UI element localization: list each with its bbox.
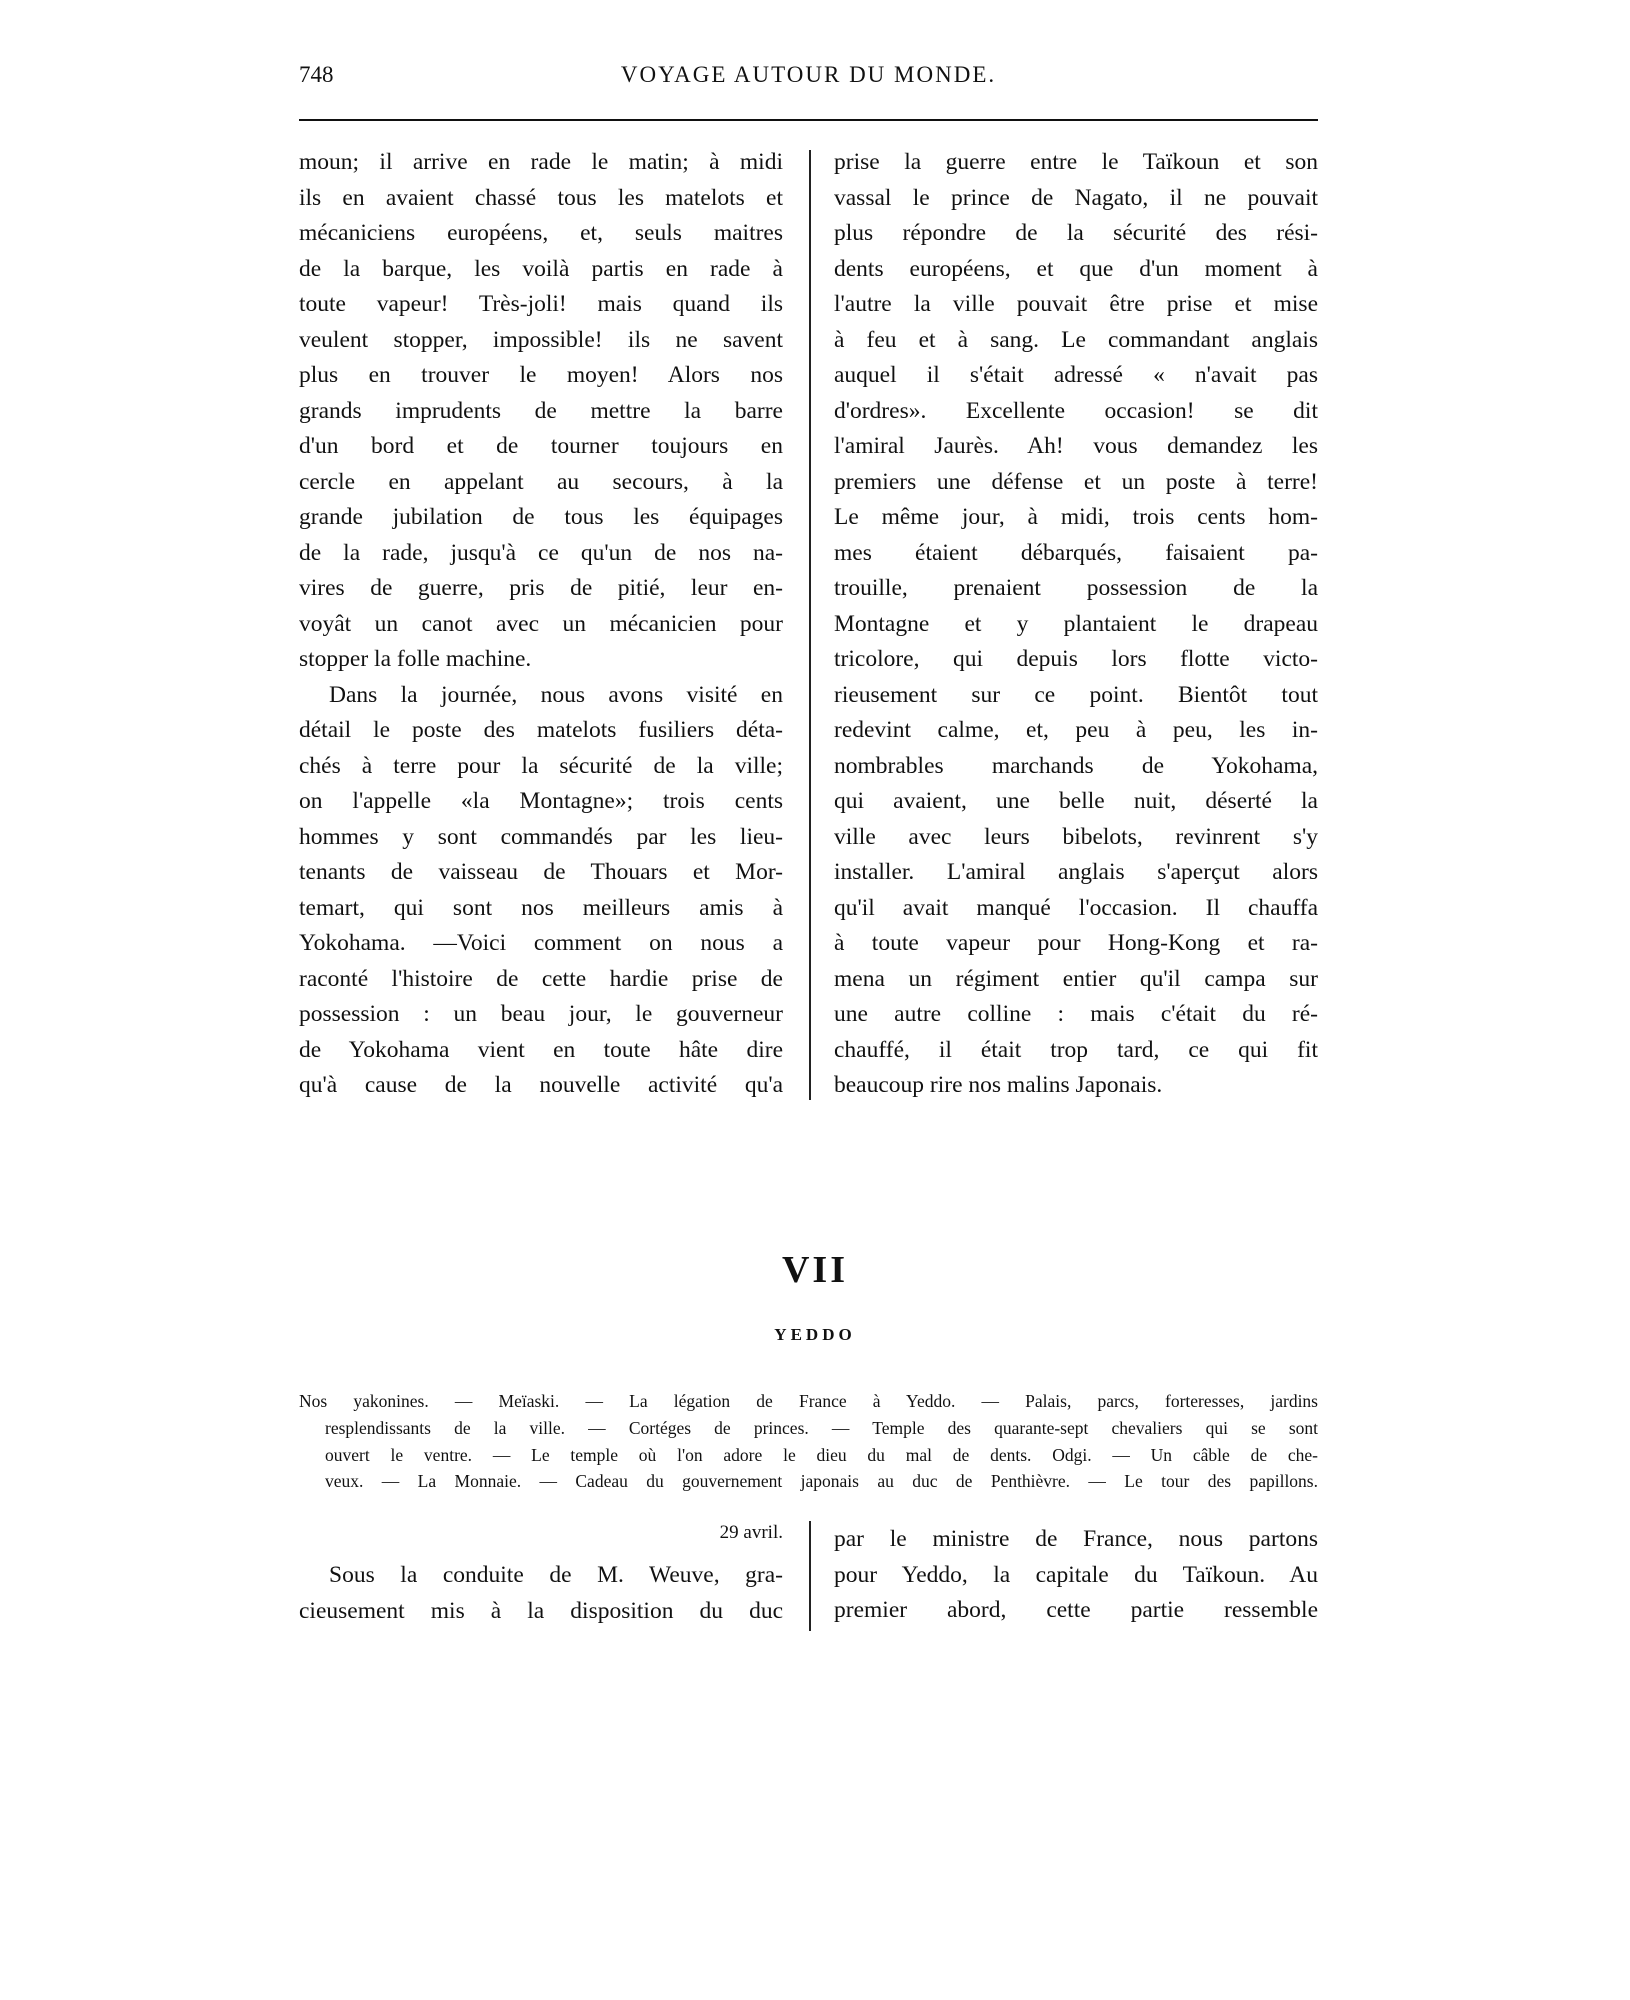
text-line: possession : un beau jour, le gouverneur <box>299 1001 783 1027</box>
text-line: grande jubilation de tous les équipages <box>299 504 783 530</box>
text-line: nombrables marchands de Yokohama, <box>834 752 1318 779</box>
text-line: de la barque, les voilà partis en rade à <box>299 255 783 282</box>
text-line: cieusement mis à la disposition du duc <box>299 1597 783 1624</box>
text-line: d'ordres». Excellente occasion! se dit <box>834 397 1318 424</box>
text-line: l'autre la ville pouvait être prise et mise <box>834 291 1318 317</box>
running-header <box>299 62 1318 96</box>
text-line: plus en trouver le moyen! Alors nos <box>299 362 783 388</box>
text-line: qu'il avait manqué l'occasion. Il chauffa <box>834 894 1318 921</box>
text-line: resplendissants de la ville. — Cortéges de princes. — Temple des quarante-sept chevaliers qui se sont <box>325 1417 1318 1438</box>
text-line: veulent stopper, impossible! ils ne savent <box>299 326 783 353</box>
text-line: premier abord, cette partie ressemble <box>834 1597 1318 1623</box>
text-line: chés à terre pour la sécurité de la ville; <box>299 752 783 779</box>
text-line: rieusement sur ce point. Bientôt tout <box>834 681 1318 708</box>
text-line: pour Yeddo, la capitale du Taïkoun. Au <box>834 1561 1318 1588</box>
text-line: moun; il arrive en rade le matin; à midi <box>299 149 783 175</box>
text-line: grands imprudents de mettre la barre <box>299 397 783 424</box>
chapter-right-column <box>834 1522 1318 1629</box>
text-line: ouvert le ventre. — Le temple où l'on adore le dieu du mal de dents. Odgi. — Un câble de che- <box>325 1444 1318 1465</box>
text-line: mena un régiment entier qu'il campa sur <box>834 965 1318 992</box>
text-line: détail le poste des matelots fusiliers déta- <box>299 717 783 743</box>
text-line: mécaniciens européens, et, seuls maitres <box>299 220 783 246</box>
text-line: vires de guerre, pris de pitié, leur en- <box>299 575 783 601</box>
text-line: cercle en appelant au secours, à la <box>299 468 783 495</box>
text-line: de Yokohama vient en toute hâte dire <box>299 1036 783 1063</box>
text-line: toute vapeur! Très-joli! mais quand ils <box>299 291 783 317</box>
text-line: hommes y sont commandés par les lieu- <box>299 823 783 850</box>
text-line: tricolore, qui depuis lors flotte victo- <box>834 646 1318 672</box>
text-line: à feu et à sang. Le commandant anglais <box>834 326 1318 353</box>
text-line: stopper la folle machine. <box>299 646 532 672</box>
column-divider <box>809 150 811 1100</box>
text-line: temart, qui sont nos meilleurs amis à <box>299 894 783 921</box>
text-line: voyât un canot avec un mécanicien pour <box>299 610 783 637</box>
chapter-title: YEDDO <box>774 1325 856 1344</box>
text-line: dents européens, et que d'un moment à <box>834 255 1318 282</box>
chapter-number: VII <box>781 1249 849 1291</box>
text-line: à toute vapeur pour Hong-Kong et ra- <box>834 930 1318 956</box>
right-text-column <box>834 145 1318 1104</box>
text-line: tenants de vaisseau de Thouars et Mor- <box>299 859 783 885</box>
header-rule <box>299 119 1318 121</box>
chapter-column-divider <box>809 1521 811 1631</box>
text-line: qu'à cause de la nouvelle activité qu'a <box>299 1072 783 1098</box>
text-line: l'amiral Jaurès. Ah! vous demandez les <box>834 433 1318 459</box>
page-number: 748 <box>299 62 334 87</box>
text-line: ils en avaient chassé tous les matelots et <box>299 184 783 211</box>
text-line: raconté l'histoire de cette hardie prise de <box>299 965 783 992</box>
text-line: d'un bord et de tourner toujours en <box>299 433 783 459</box>
text-line: de la rade, jusqu'à ce qu'un de nos na- <box>299 539 783 566</box>
text-line: chauffé, il était trop tard, ce qui fit <box>834 1036 1318 1063</box>
text-line: auquel il s'était adressé « n'avait pas <box>834 362 1318 388</box>
entry-date: 29 avril. <box>719 1522 783 1543</box>
text-line: Montagne et y plantaient le drapeau <box>834 610 1318 637</box>
chapter-summary <box>299 1388 1318 1495</box>
text-line: Dans la journée, nous avons visité en <box>329 681 783 708</box>
text-line: qui avaient, une belle nuit, déserté la <box>834 788 1318 814</box>
text-line: ville avec leurs bibelots, revinrent s'y <box>834 823 1318 850</box>
text-line: une autre colline : mais c'était du ré- <box>834 1001 1318 1027</box>
chapter-left-column <box>299 1558 783 1629</box>
text-line: on l'appelle «la Montagne»; trois cents <box>299 788 783 814</box>
text-line: veux. — La Monnaie. — Cadeau du gouvernement japonais au duc de Penthièvre. — Le tour des papillons. <box>325 1471 1318 1492</box>
text-line: plus répondre de la sécurité des rési- <box>834 220 1318 246</box>
text-line: prise la guerre entre le Taïkoun et son <box>834 149 1318 175</box>
text-line: Yokohama. —Voici comment on nous a <box>299 930 783 956</box>
text-line: Le même jour, à midi, trois cents hom- <box>834 504 1318 530</box>
text-line: beaucoup rire nos malins Japonais. <box>834 1072 1163 1098</box>
text-line: redevint calme, et, peu à peu, les in- <box>834 717 1318 743</box>
text-line: vassal le prince de Nagato, il ne pouvait <box>834 184 1318 211</box>
text-line: trouille, prenaient possession de la <box>834 575 1318 601</box>
running-title: VOYAGE AUTOUR DU MONDE. <box>620 62 997 87</box>
text-line: Nos yakonines. — Meïaski. — La légation de France à Yeddo. — Palais, parcs, forteresses, jardins <box>299 1391 1318 1411</box>
text-line: mes étaient débarqués, faisaient pa- <box>834 539 1318 566</box>
left-text-column <box>299 145 783 1104</box>
text-line: premiers une défense et un poste à terre! <box>834 468 1318 495</box>
text-line: Sous la conduite de M. Weuve, gra- <box>329 1562 783 1588</box>
text-line: installer. L'amiral anglais s'aperçut alors <box>834 859 1318 885</box>
text-line: par le ministre de France, nous partons <box>834 1526 1318 1552</box>
